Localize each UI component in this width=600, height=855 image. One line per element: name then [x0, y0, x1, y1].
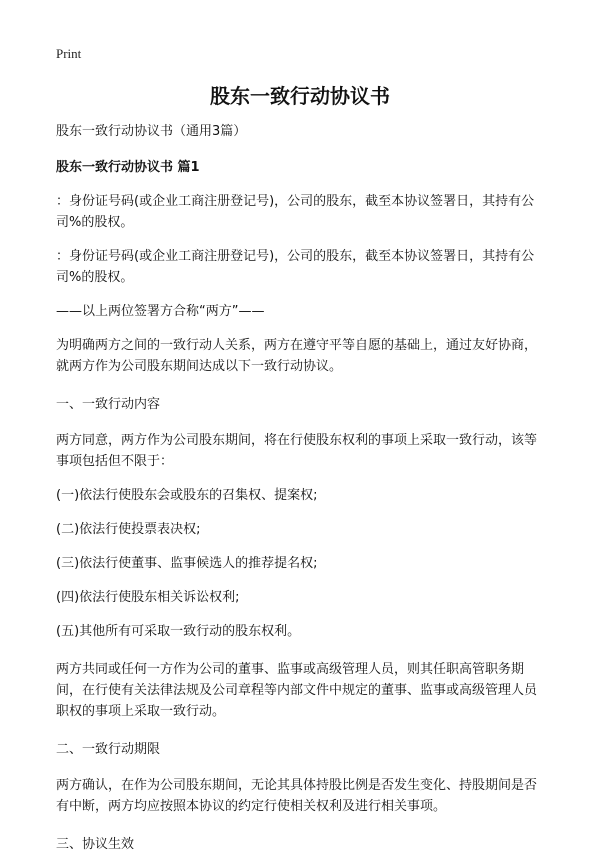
- document-title: 股东一致行动协议书: [210, 84, 390, 108]
- paragraph-intro: 为明确两方之间的一致行动人关系，两方在遵守平等自愿的基础上，通过友好协商，就两方作为公司股东期间达成以下一致行动协议。: [56, 338, 538, 374]
- document-body: [56, 121, 548, 855]
- paragraph-party-a: ：身份证号码(或企业工商注册登记号)，公司的股东，截至本协议签署日，其持有公司%的股权。: [56, 194, 535, 230]
- paragraph-parties-note: ——以上两位签署方合称“两方”——: [56, 304, 265, 319]
- heading-agreement-effect: 三、协议生效: [56, 837, 135, 852]
- heading-action-content: 一、一致行动内容: [56, 397, 161, 412]
- heading-action-period: 二、一致行动期限: [56, 742, 161, 757]
- paragraph-party-b: ：身份证号码(或企业工商注册登记号)，公司的股东，截至本协议签署日，其持有公司%的股权。: [56, 249, 535, 285]
- print-link[interactable]: Print: [56, 46, 82, 61]
- section-title: 股东一致行动协议书 篇1: [56, 160, 200, 175]
- list-item-5: (五)其他所有可采取一致行动的股东权利。: [56, 624, 301, 639]
- list-item-3: (三)依法行使董事、监事候选人的推荐提名权;: [56, 556, 318, 571]
- paragraph-agreement: 两方同意，两方作为公司股东期间，将在行使股东权利的事项上采取一致行动，该等事项包括但不限于：: [56, 433, 538, 469]
- list-item-4: (四)依法行使股东相关诉讼权利;: [56, 590, 240, 605]
- paragraph-management: 两方共同或任何一方作为公司的董事、监事或高级管理人员，则其任职高管职务期间，在行使有关法律法规及公司章程等内部文件中规定的董事、监事或高级管理人员职权的事项上采取一致行动。: [56, 662, 538, 719]
- paragraph-confirmation: 两方确认，在作为公司股东期间，无论其具体持股比例是否发生变化、持股期间是否有中断，两方均应按照本协议的约定行使相关权利及进行相关事项。: [56, 778, 538, 814]
- list-item-2: (二)依法行使投票表决权;: [56, 522, 201, 537]
- list-item-1: (一)依法行使股东会或股东的召集权、提案权;: [56, 488, 318, 503]
- document-subtitle: 股东一致行动协议书（通用3篇）: [56, 124, 247, 139]
